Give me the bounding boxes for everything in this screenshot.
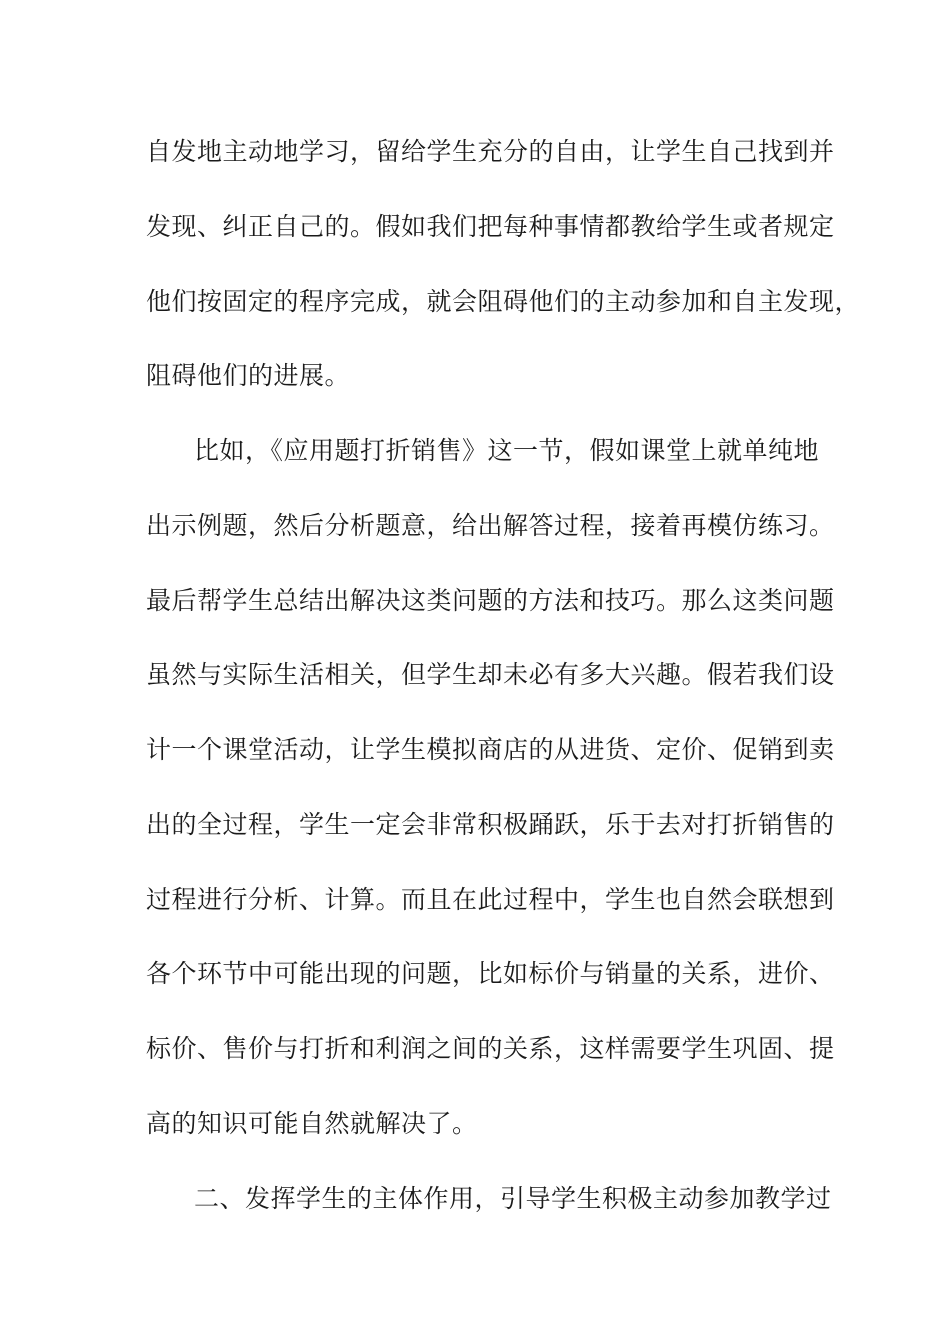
text-line: 出的全过程，学生一定会非常积极踊跃，乐于去对打折销售的 bbox=[146, 810, 835, 839]
text-line: 阻碍他们的进展。 bbox=[146, 361, 351, 390]
text-line: 虽然与实际生活相关，但学生却未必有多大兴趣。假若我们设 bbox=[146, 660, 835, 689]
text-line: 高的知识可能自然就解决了。 bbox=[146, 1109, 478, 1138]
text-line: 标价、售价与打折和利润之间的关系，这样需要学生巩固、提 bbox=[146, 1034, 835, 1063]
text-line: 出示例题，然后分析题意，给出解答过程，接着再模仿练习。 bbox=[146, 511, 835, 540]
text-line: 发现、纠正自己的。假如我们把每种事情都教给学生或者规定 bbox=[146, 212, 835, 241]
text-line: 计一个课堂活动，让学生模拟商店的从进货、定价、促销到卖 bbox=[146, 735, 835, 764]
text-line: 最后帮学生总结出解决这类问题的方法和技巧。那么这类问题 bbox=[146, 586, 835, 615]
section-heading-line: 二、发挥学生的主体作用，引导学生积极主动参加教学过 bbox=[194, 1184, 832, 1213]
text-line: 各个环节中可能出现的问题，比如标价与销量的关系，进价、 bbox=[146, 959, 835, 988]
text-line: 自发地主动地学习，留给学生充分的自由，让学生自己找到并 bbox=[146, 137, 835, 166]
text-line: 他们按固定的程序完成，就会阻碍他们的主动参加和自主发现， bbox=[146, 287, 861, 316]
text-line: 过程进行分析、计算。而且在此过程中，学生也自然会联想到 bbox=[146, 885, 835, 914]
paragraph-first-line: 比如，《应用题打折销售》这一节，假如课堂上就单纯地 bbox=[194, 436, 820, 465]
